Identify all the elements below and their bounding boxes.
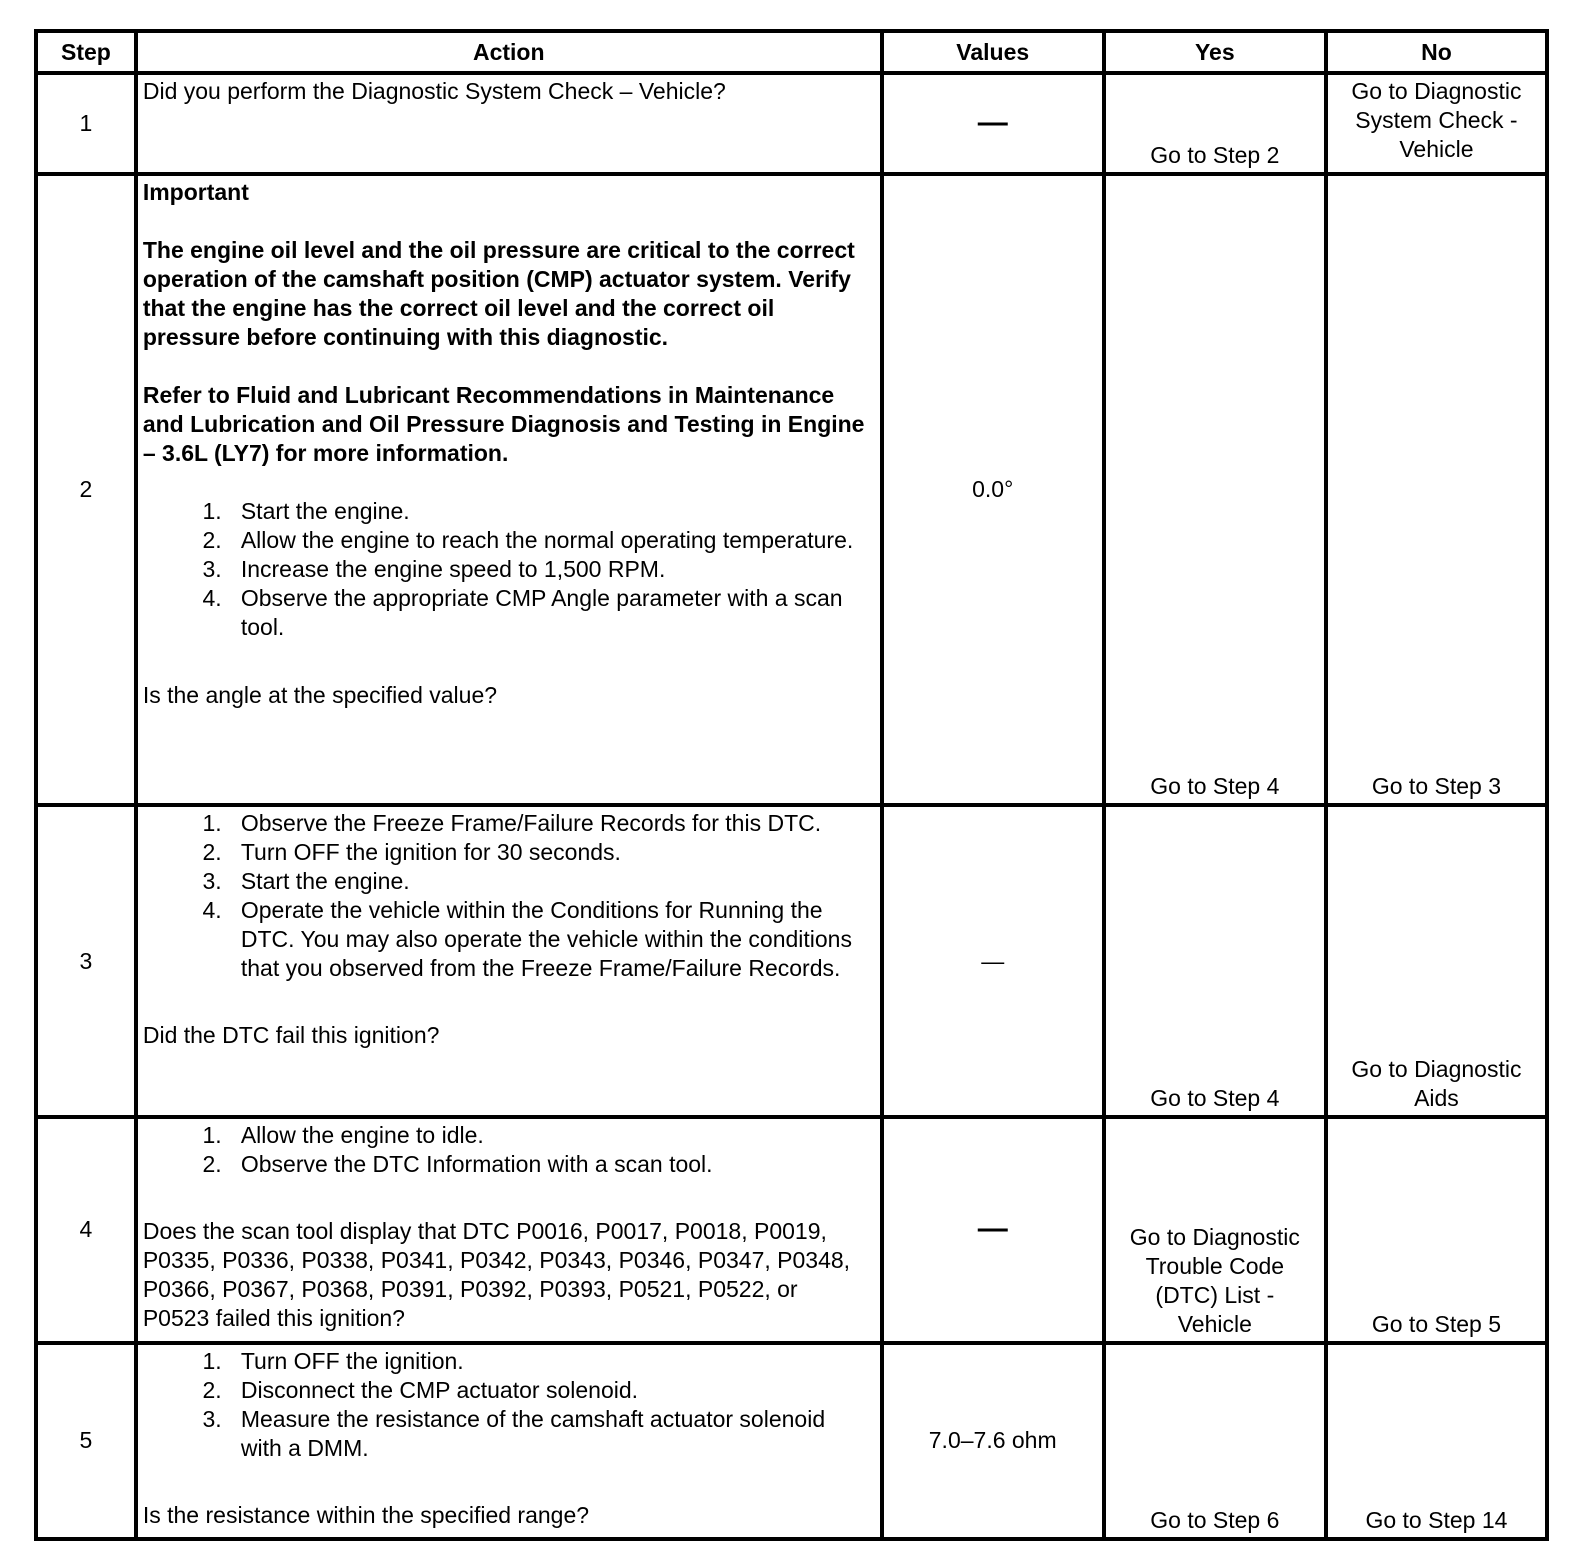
step-number: 1: [36, 73, 136, 174]
procedure-list: [143, 1347, 866, 1463]
procedure-step: 2. Turn OFF the ignition for 30 seconds.: [241, 838, 866, 867]
table-row: [36, 1343, 1547, 1539]
procedure-list: [143, 809, 866, 983]
value-text: 0.0°: [972, 475, 1014, 502]
no-cell: [1326, 174, 1547, 805]
procedure-step: 2. Observe the DTC Information with a scan tool.: [241, 1150, 866, 1179]
refer-text: Refer to Fluid and Lubricant Recommendations in Maintenance and Lubrication and Oil Pressure Diagnosis and Testing in Engine – 3.6L (LY7) for more information.: [142, 381, 865, 466]
step-number: 2: [36, 174, 136, 805]
no-line: System Check -: [1355, 107, 1518, 133]
header-values: Values: [882, 31, 1104, 73]
yes-line: Vehicle: [1177, 1310, 1252, 1337]
table-row: [36, 805, 1547, 1117]
value-text: 7.0–7.6 ohm: [928, 1427, 1057, 1454]
values-cell: [882, 1117, 1104, 1343]
action-cell: [136, 73, 882, 174]
action-question: Is the resistance within the specified range?: [142, 1501, 590, 1528]
header-row: [36, 31, 1547, 73]
action-question: Did you perform the Diagnostic System Check – Vehicle?: [142, 78, 726, 104]
yes-cell: [1104, 1117, 1326, 1343]
yes-cell: [1104, 174, 1326, 805]
procedure-step: 3. Measure the resistance of the camshaft actuator solenoid with a DMM.: [241, 1405, 866, 1463]
yes-text: Go to Step 2: [1150, 141, 1280, 168]
yes-text: Go to Step 6: [1150, 1507, 1280, 1533]
yes-text: Go to Step 4: [1150, 1085, 1280, 1112]
step-number: 4: [36, 1117, 136, 1343]
yes-cell: [1104, 1343, 1326, 1539]
header-yes: Yes: [1104, 31, 1326, 73]
no-text: Go to Step 3: [1371, 772, 1501, 799]
no-line: Go to Diagnostic: [1351, 1056, 1522, 1083]
diagnostic-table: [34, 29, 1549, 1541]
action-question: Is the angle at the specified value?: [142, 681, 498, 708]
value-text: —: [981, 947, 1005, 974]
procedure-step: 2. Disconnect the CMP actuator solenoid.: [241, 1376, 866, 1405]
no-cell: [1326, 805, 1547, 1117]
procedure-step: 3. Start the engine.: [241, 867, 866, 896]
action-cell: [136, 1117, 882, 1343]
no-cell: [1326, 1343, 1547, 1539]
action-cell: [136, 805, 882, 1117]
no-cell: [1326, 73, 1547, 174]
yes-cell: [1104, 805, 1326, 1117]
no-text: Go to Step 5: [1371, 1310, 1501, 1337]
procedure-step: 2. Allow the engine to reach the normal operating temperature.: [241, 526, 866, 555]
procedure-step: 1. Start the engine.: [241, 497, 866, 526]
table-row: [36, 73, 1547, 174]
action-question: Did the DTC fail this ignition?: [142, 1021, 440, 1048]
yes-text: Go to Step 4: [1150, 772, 1280, 799]
values-cell: [882, 73, 1104, 174]
step-number: 5: [36, 1343, 136, 1539]
header-action: Action: [136, 31, 882, 73]
yes-line: Trouble Code: [1145, 1252, 1285, 1279]
table-row: [36, 174, 1547, 805]
action-question: Does the scan tool display that DTC P0016, P0017, P0018, P0019, P0335, P0336, P0338, P0341, P0342, P0343, P0346, P0347, P0348, P0366, P0367, P0368, P0391, P0392, P0393, P0521, P0522, or P0523 failed this ignition?: [142, 1218, 851, 1332]
step-number: 3: [36, 805, 136, 1117]
procedure-step: 3. Increase the engine speed to 1,500 RPM.: [241, 555, 866, 584]
table-row: [36, 1117, 1547, 1343]
procedure-list: [143, 497, 866, 642]
header-step: Step: [36, 31, 136, 73]
no-line: Vehicle: [1399, 136, 1474, 162]
procedure-list: [143, 1121, 866, 1179]
no-line: Go to Diagnostic: [1351, 78, 1522, 104]
action-cell: [136, 174, 882, 805]
important-text: The engine oil level and the oil pressure are critical to the correct operation of the camshaft position (CMP) actuator system. Verify that the engine has the correct oil level and the correct oil pressure before continuing with this diagnostic.: [142, 236, 855, 350]
procedure-step: 1. Observe the Freeze Frame/Failure Records for this DTC.: [241, 809, 866, 838]
no-cell: [1326, 1117, 1547, 1343]
procedure-step: 4. Operate the vehicle within the Conditions for Running the DTC. You may also operate the vehicle within the conditions that you observed from the Freeze Frame/Failure Records.: [241, 896, 866, 983]
procedure-step: 1. Turn OFF the ignition.: [241, 1347, 866, 1376]
procedure-step: 4. Observe the appropriate CMP Angle parameter with a scan tool.: [241, 584, 866, 642]
procedure-step: 1. Allow the engine to idle.: [241, 1121, 866, 1150]
yes-line: (DTC) List -: [1155, 1281, 1275, 1308]
value-text: —: [977, 105, 1008, 139]
action-cell: [136, 1343, 882, 1539]
values-cell: [882, 174, 1104, 805]
values-cell: [882, 1343, 1104, 1539]
yes-cell: [1104, 73, 1326, 174]
value-text: —: [977, 1212, 1008, 1246]
no-text: Go to Step 14: [1365, 1507, 1508, 1533]
header-no: No: [1326, 31, 1547, 73]
important-title: Important: [142, 178, 249, 205]
values-cell: [882, 805, 1104, 1117]
no-line: Aids: [1414, 1085, 1459, 1112]
yes-line: Go to Diagnostic: [1129, 1223, 1300, 1250]
